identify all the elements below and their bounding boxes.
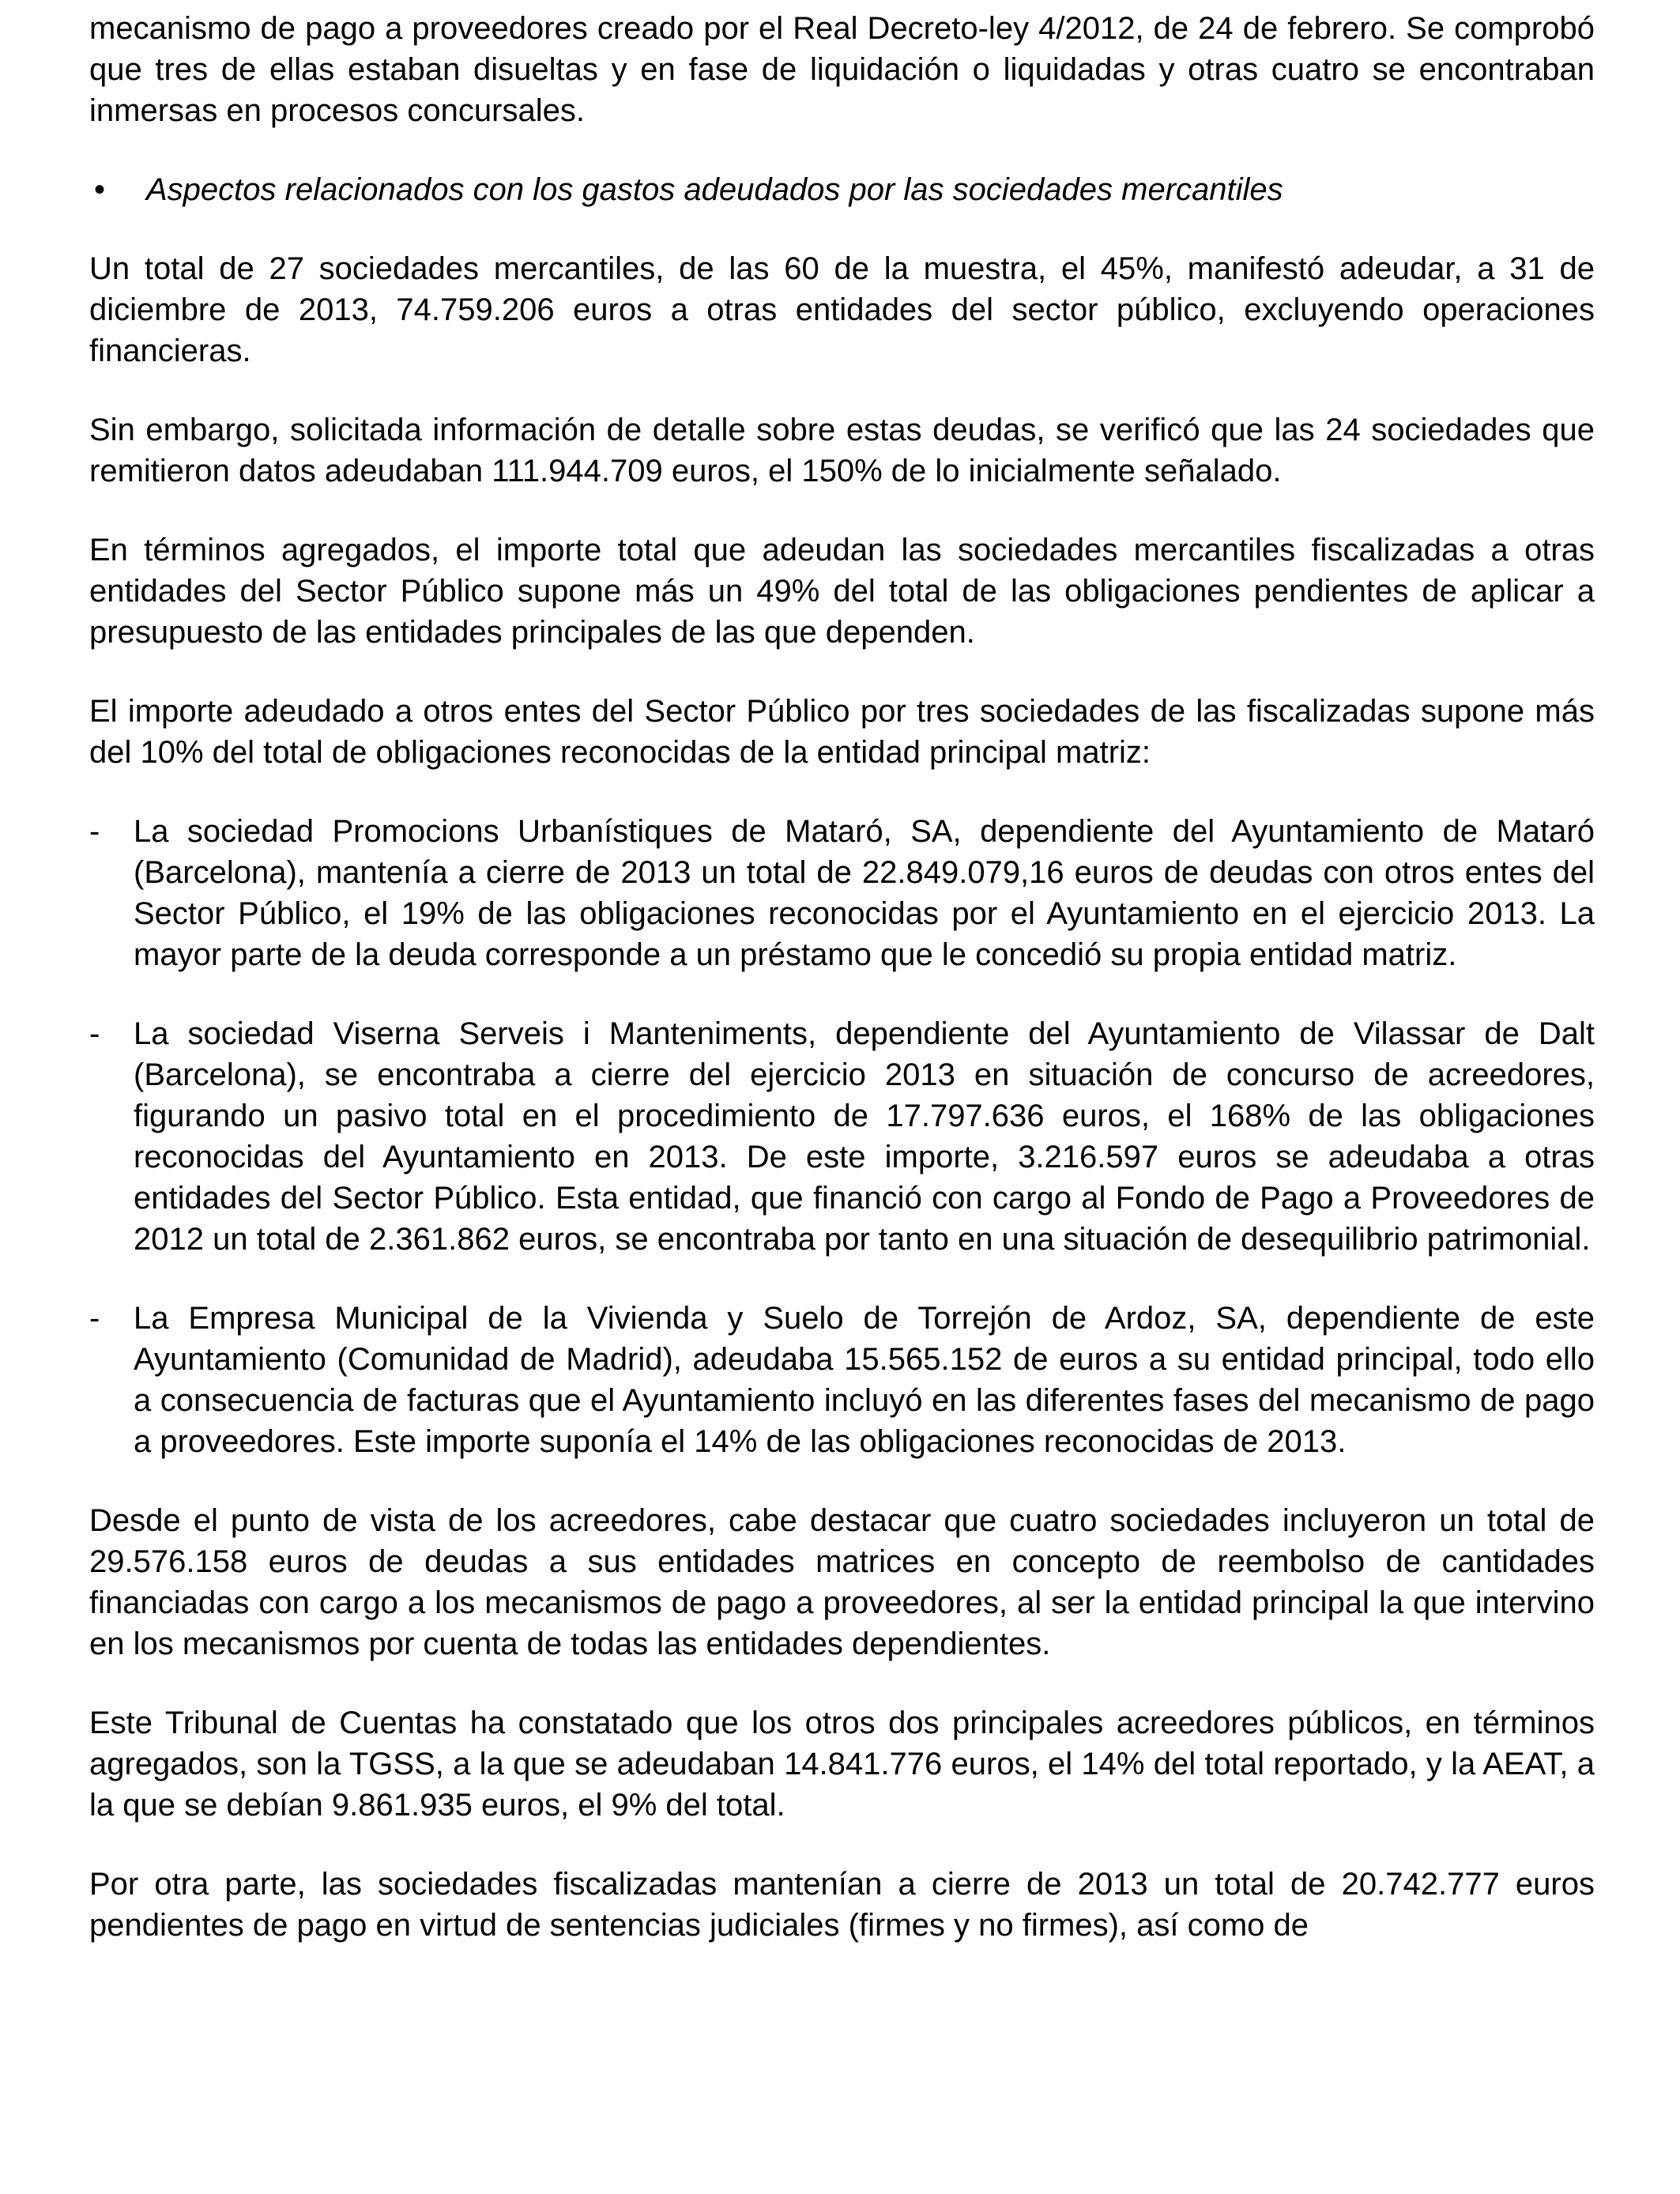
paragraph: mecanismo de pago a proveedores creado por el Real Decreto-ley 4/2012, de 24 de febrero. Se comprobó que tres de ellas estaban disueltas y en fase de liquidación o liquidadas y otras cuatro se encontraban inmersas en procesos concursales.	[89, 11, 1595, 128]
bullet-marker: •	[94, 172, 106, 207]
list-item	[89, 1298, 1595, 1462]
dash-marker: -	[89, 1301, 100, 1336]
document-page	[89, 8, 1595, 1984]
bullet-heading-text: Aspectos relacionados con los gastos adeudados por las sociedades mercantiles	[146, 172, 1283, 207]
list-item	[89, 1013, 1595, 1260]
paragraph: Desde el punto de vista de los acreedores, cabe destacar que cuatro sociedades incluyeron un total de 29.576.158 euros de deudas a sus entidades matrices en concepto de reembolso de cantidades financiadas con cargo a los mecanismos de pago a proveedores, al ser la entidad principal la que intervino en los mecanismos por cuenta de todas las entidades dependientes.	[89, 1503, 1595, 1661]
paragraph: El importe adeudado a otros entes del Sector Público por tres sociedades de las fiscalizadas supone más del 10% del total de obligaciones reconocidas de la entidad principal matriz:	[89, 694, 1595, 770]
paragraph: Por otra parte, las sociedades fiscalizadas mantenían a cierre de 2013 un total de 20.742.777 euros pendientes de pago en virtud de sentencias judiciales (firmes y no firmes), así como de	[89, 1867, 1595, 1943]
list-item-text: La sociedad Promocions Urbanístiques de Mataró, SA, dependiente del Ayuntamiento de Mataró (Barcelona), mantenía a cierre de 2013 un total de 22.849.079,16 euros de deudas con otros entes del Sector Público, el 19% de las obligaciones reconocidas por el Ayuntamiento en el ejercicio 2013. La mayor parte de la deuda corresponde a un préstamo que le concedió su propia entidad matriz.	[134, 814, 1595, 972]
paragraph: Este Tribunal de Cuentas ha constatado que los otros dos principales acreedores públicos, en términos agregados, son la TGSS, a la que se adeudaban 14.841.776 euros, el 14% del total reportado, y la AEAT, a la que se debían 9.861.935 euros, el 9% del total.	[89, 1706, 1595, 1823]
dash-marker: -	[89, 1016, 100, 1051]
paragraph: Un total de 27 sociedades mercantiles, de las 60 de la muestra, el 45%, manifestó adeudar, a 31 de diciembre de 2013, 74.759.206 euros a otras entidades del sector público, excluyendo operaciones financieras.	[89, 251, 1595, 368]
list-item-text: La Empresa Municipal de la Vivienda y Suelo de Torrejón de Ardoz, SA, dependiente de este Ayuntamiento (Comunidad de Madrid), adeudaba 15.565.152 de euros a su entidad principal, todo ello a consecuencia de facturas que el Ayuntamiento incluyó en las diferentes fases del mecanismo de pago a proveedores. Este importe suponía el 14% de las obligaciones reconocidas de 2013.	[134, 1301, 1595, 1459]
list-item-text: La sociedad Viserna Serveis i Manteniments, dependiente del Ayuntamiento de Vilassar de Dalt (Barcelona), se encontraba a cierre del ejercicio 2013 en situación de concurso de acreedores, figurando un pasivo total en el procedimiento de 17.797.636 euros, el 168% de las obligaciones reconocidas del Ayuntamiento en 2013. De este importe, 3.216.597 euros se adeudaba a otras entidades del Sector Público. Esta entidad, que financió con cargo al Fondo de Pago a Proveedores de 2012 un total de 2.361.862 euros, se encontraba por tanto en una situación de desequilibrio patrimonial.	[134, 1016, 1595, 1257]
dash-marker: -	[89, 814, 100, 849]
paragraph: En términos agregados, el importe total que adeudan las sociedades mercantiles fiscalizadas a otras entidades del Sector Público supone más un 49% del total de las obligaciones pendientes de aplicar a presupuesto de las entidades principales de las que dependen.	[89, 533, 1595, 650]
list-item	[89, 811, 1595, 975]
bullet-heading	[89, 169, 1595, 210]
paragraph: Sin embargo, solicitada información de detalle sobre estas deudas, se verificó que las 24 sociedades que remitieron datos adeudaban 111.944.709 euros, el 150% de lo inicialmente señalado.	[89, 413, 1595, 488]
